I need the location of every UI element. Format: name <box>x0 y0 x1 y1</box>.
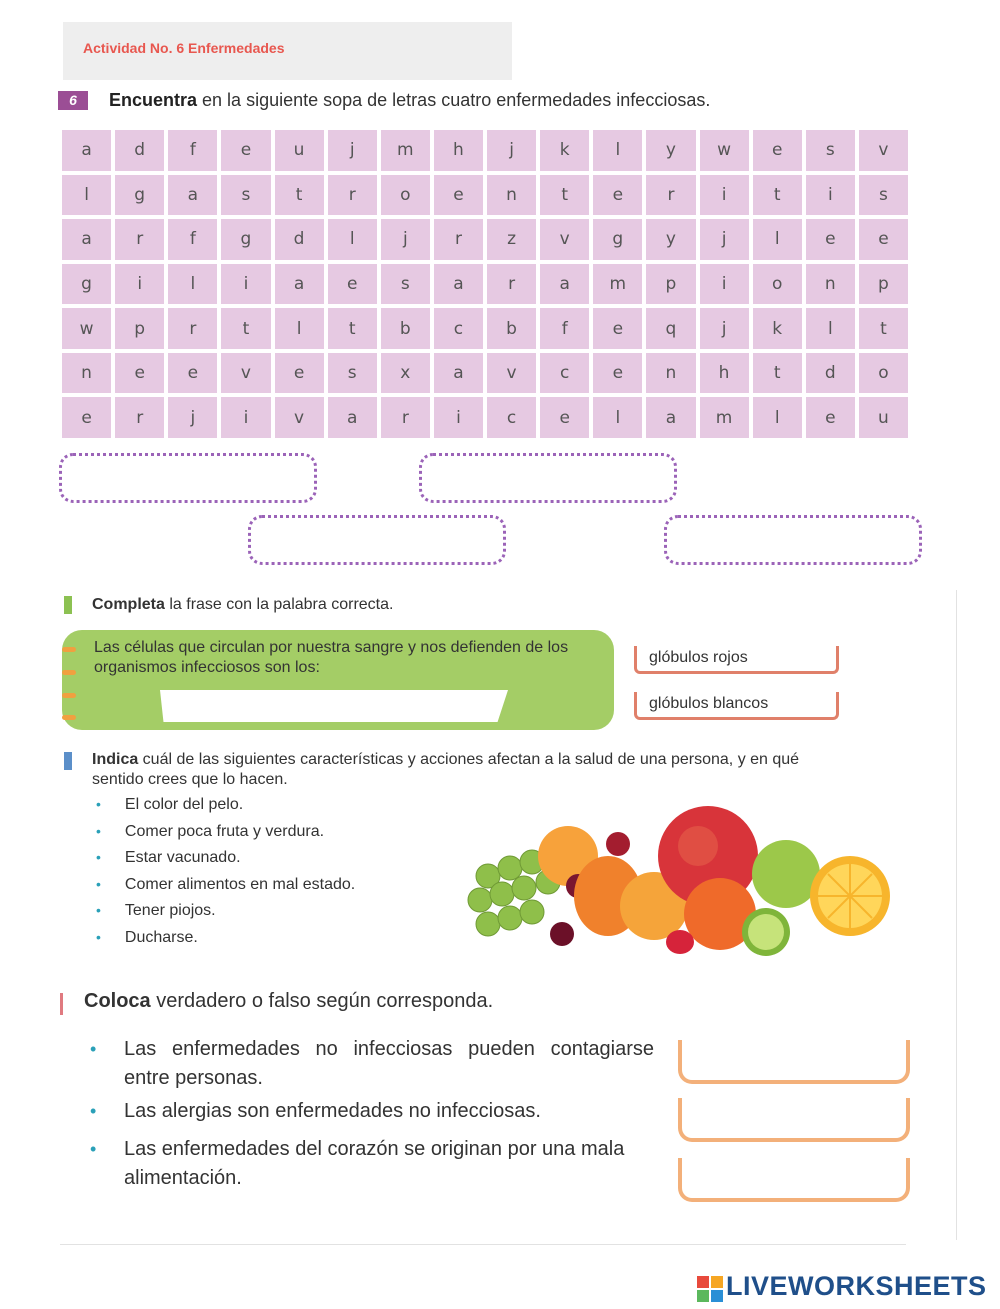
option-globulos-rojos[interactable]: glóbulos rojos <box>634 646 839 674</box>
grid-cell[interactable]: r <box>168 308 217 349</box>
grid-cell[interactable]: g <box>115 175 164 216</box>
section-marker <box>60 993 63 1015</box>
binder-tab <box>62 670 76 675</box>
grid-cell[interactable]: v <box>275 397 324 438</box>
grid-cell[interactable]: b <box>381 308 430 349</box>
grid-cell[interactable]: i <box>806 175 855 216</box>
grid-cell[interactable]: n <box>487 175 536 216</box>
grid-cell[interactable]: y <box>646 219 695 260</box>
grid-cell[interactable]: s <box>328 353 377 394</box>
true-false-list <box>90 1035 656 1197</box>
indica-instruction <box>92 750 852 790</box>
page-title: Actividad No. 6 Enfermedades <box>83 40 285 56</box>
grid-cell[interactable]: m <box>700 397 749 438</box>
grid-cell[interactable]: f <box>540 308 589 349</box>
grid-cell[interactable]: j <box>168 397 217 438</box>
grid-cell[interactable]: a <box>275 264 324 305</box>
binder-tab <box>62 693 76 698</box>
grid-cell[interactable]: v <box>487 353 536 394</box>
answer-box-2[interactable] <box>419 453 677 503</box>
grid-cell[interactable]: p <box>115 308 164 349</box>
grid-cell[interactable]: x <box>381 353 430 394</box>
grid-cell[interactable]: j <box>700 219 749 260</box>
section-marker <box>64 596 72 614</box>
grid-cell[interactable]: d <box>115 130 164 171</box>
grid-cell[interactable]: r <box>115 219 164 260</box>
grid-cell[interactable]: t <box>859 308 908 349</box>
grid-cell[interactable]: r <box>487 264 536 305</box>
grid-cell[interactable]: e <box>275 353 324 394</box>
grid-cell[interactable]: e <box>168 353 217 394</box>
grid-cell[interactable]: e <box>115 353 164 394</box>
liveworksheets-logo[interactable]: LIVEWORKSHEETS <box>726 1271 987 1301</box>
grid-cell[interactable]: e <box>62 397 111 438</box>
grid-cell[interactable]: e <box>593 308 642 349</box>
grid-cell[interactable]: s <box>221 175 270 216</box>
grid-cell[interactable]: d <box>275 219 324 260</box>
characteristics-list <box>96 796 355 955</box>
grid-cell[interactable]: e <box>221 130 270 171</box>
grid-cell[interactable]: e <box>859 219 908 260</box>
liveworksheets-logo-icon <box>697 1276 723 1302</box>
answer-box-4[interactable] <box>664 515 922 565</box>
grid-cell[interactable]: r <box>381 397 430 438</box>
grid-cell[interactable]: t <box>753 175 802 216</box>
grid-cell[interactable]: e <box>753 130 802 171</box>
bullet-dot-icon: • <box>90 1101 97 1121</box>
grid-cell[interactable]: m <box>593 264 642 305</box>
grid-cell[interactable]: e <box>434 175 483 216</box>
grid-cell[interactable]: d <box>806 353 855 394</box>
grid-cell[interactable]: c <box>434 308 483 349</box>
grid-cell[interactable]: a <box>62 219 111 260</box>
grid-cell[interactable]: e <box>806 219 855 260</box>
grid-cell[interactable]: p <box>646 264 695 305</box>
grid-cell[interactable]: i <box>221 397 270 438</box>
grid-cell[interactable]: b <box>487 308 536 349</box>
grid-cell[interactable]: a <box>168 175 217 216</box>
grid-cell[interactable]: e <box>593 353 642 394</box>
answer-box-3[interactable] <box>248 515 506 565</box>
grid-cell[interactable]: e <box>806 397 855 438</box>
grid-cell[interactable]: l <box>168 264 217 305</box>
grid-cell[interactable]: r <box>646 175 695 216</box>
grid-cell[interactable]: r <box>115 397 164 438</box>
grid-cell[interactable]: f <box>168 130 217 171</box>
grid-cell[interactable]: w <box>62 308 111 349</box>
grid-cell[interactable]: v <box>859 130 908 171</box>
coloca-text: verdadero o falso según corresponda. <box>150 990 494 1012</box>
grid-cell[interactable]: j <box>700 308 749 349</box>
bullet-dot-icon: • <box>96 849 101 865</box>
frame-divider <box>60 1244 906 1245</box>
grid-cell[interactable]: p <box>859 264 908 305</box>
coloca-bold: Coloca <box>84 990 151 1012</box>
grid-cell[interactable]: j <box>487 130 536 171</box>
grid-cell[interactable]: g <box>62 264 111 305</box>
grid-cell[interactable]: k <box>753 308 802 349</box>
grid-cell[interactable]: o <box>859 353 908 394</box>
complete-text: la frase con la palabra correcta. <box>164 596 394 613</box>
grid-cell[interactable]: k <box>540 130 589 171</box>
list-item: • Comer alimentos en mal estado. <box>96 875 356 893</box>
complete-instruction <box>92 596 393 614</box>
grid-cell[interactable]: y <box>646 130 695 171</box>
bullet-dot-icon: • <box>96 875 101 892</box>
grid-cell[interactable]: e <box>540 397 589 438</box>
answer-box-1[interactable] <box>59 453 317 503</box>
grid-cell[interactable]: o <box>753 264 802 305</box>
list-item: • Ducharse. <box>96 928 198 946</box>
bullet-dot-icon: • <box>96 796 101 812</box>
grid-cell[interactable]: i <box>700 175 749 216</box>
grid-cell[interactable]: h <box>700 353 749 394</box>
grid-cell[interactable]: a <box>540 264 589 305</box>
activity-instruction <box>109 90 710 111</box>
activity-number-badge: 6 <box>58 91 88 110</box>
grid-cell[interactable]: a <box>328 397 377 438</box>
answer-slot[interactable] <box>160 690 508 722</box>
complete-bold: Completa <box>92 596 165 613</box>
grid-cell[interactable]: w <box>700 130 749 171</box>
grid-cell[interactable]: n <box>62 353 111 394</box>
grid-cell[interactable]: a <box>646 397 695 438</box>
grid-cell[interactable]: l <box>806 308 855 349</box>
binder-tab <box>62 647 76 652</box>
grid-cell[interactable]: e <box>328 264 377 305</box>
word-search-grid <box>62 130 908 438</box>
indica-bold: Indica <box>92 751 139 768</box>
bullet-dot-icon: • <box>90 1139 97 1159</box>
grid-cell[interactable]: s <box>806 130 855 171</box>
grid-cell[interactable]: l <box>753 219 802 260</box>
grid-cell[interactable]: l <box>328 219 377 260</box>
grid-cell[interactable]: g <box>221 219 270 260</box>
grid-cell[interactable]: u <box>859 397 908 438</box>
grid-cell[interactable]: n <box>646 353 695 394</box>
grid-cell[interactable]: f <box>168 219 217 260</box>
grid-cell[interactable]: s <box>859 175 908 216</box>
grid-cell[interactable]: t <box>221 308 270 349</box>
instruction-bold: Encuentra <box>109 90 198 110</box>
grid-cell[interactable]: a <box>434 353 483 394</box>
grid-cell[interactable]: u <box>275 130 324 171</box>
grid-cell[interactable]: q <box>646 308 695 349</box>
grid-cell[interactable]: j <box>328 130 377 171</box>
bullet-dot-icon: • <box>96 822 101 839</box>
answer-box-tf-3[interactable] <box>678 1158 910 1202</box>
bullet-dot-icon: • <box>96 902 101 918</box>
grid-cell[interactable]: n <box>806 264 855 305</box>
grid-cell[interactable]: z <box>487 219 536 260</box>
bullet-dot-icon: • <box>90 1039 97 1059</box>
bullet-dot-icon: • <box>96 928 101 945</box>
grid-cell[interactable]: t <box>328 308 377 349</box>
indica-text: cuál de las siguientes características y acciones afectan a la salud de una persona, y en qué sentido crees que lo hacen. <box>92 751 800 788</box>
grid-cell[interactable]: t <box>540 175 589 216</box>
binder-tab <box>62 715 76 720</box>
list-item: • Las enfermedades del corazón se originan por una mala alimentación. <box>90 1135 656 1197</box>
coloca-instruction <box>84 990 493 1013</box>
list-item: • Comer poca fruta y verdura. <box>96 822 325 840</box>
grid-cell[interactable]: o <box>381 175 430 216</box>
grid-cell[interactable]: c <box>540 353 589 394</box>
frame-divider <box>956 590 957 1240</box>
answer-box-tf-1[interactable] <box>678 1040 910 1084</box>
sentence-text: Las células que circulan por nuestra sangre y nos defienden de los organismos infecciosos son los: <box>94 639 569 676</box>
list-item: • Estar vacunado. <box>96 849 241 866</box>
instruction-text: en la siguiente sopa de letras cuatro enfermedades infecciosas. <box>197 90 711 110</box>
option-globulos-blancos[interactable]: glóbulos blancos <box>634 692 839 720</box>
grid-cell[interactable]: v <box>221 353 270 394</box>
section-marker <box>64 752 72 770</box>
grid-cell[interactable]: c <box>487 397 536 438</box>
grid-cell[interactable]: h <box>434 130 483 171</box>
grid-cell[interactable]: a <box>434 264 483 305</box>
grid-cell[interactable]: t <box>753 353 802 394</box>
grid-cell[interactable]: r <box>328 175 377 216</box>
grid-cell[interactable]: l <box>62 175 111 216</box>
grid-cell[interactable]: e <box>593 175 642 216</box>
list-item: • Las alergias son enfermedades no infecciosas. <box>90 1097 656 1135</box>
grid-cell[interactable]: g <box>593 219 642 260</box>
grid-cell[interactable]: l <box>593 397 642 438</box>
grid-cell[interactable]: r <box>434 219 483 260</box>
grid-cell[interactable]: i <box>434 397 483 438</box>
grid-cell[interactable]: v <box>540 219 589 260</box>
grid-cell[interactable]: i <box>115 264 164 305</box>
grid-cell[interactable]: l <box>275 308 324 349</box>
grid-cell[interactable]: t <box>275 175 324 216</box>
grid-cell[interactable]: m <box>381 130 430 171</box>
fruit-illustration <box>458 796 894 958</box>
grid-cell[interactable]: s <box>381 264 430 305</box>
answer-box-tf-2[interactable] <box>678 1098 910 1142</box>
list-item: • Tener piojos. <box>96 902 216 919</box>
grid-cell[interactable]: a <box>62 130 111 171</box>
grid-cell[interactable]: i <box>700 264 749 305</box>
grid-cell[interactable]: l <box>753 397 802 438</box>
grid-cell[interactable]: j <box>381 219 430 260</box>
grid-cell[interactable]: l <box>593 130 642 171</box>
grid-cell[interactable]: i <box>221 264 270 305</box>
list-item: • El color del pelo. <box>96 796 244 813</box>
list-item: • Las enfermedades no infecciosas pueden contagiarse entre personas. <box>90 1035 656 1097</box>
